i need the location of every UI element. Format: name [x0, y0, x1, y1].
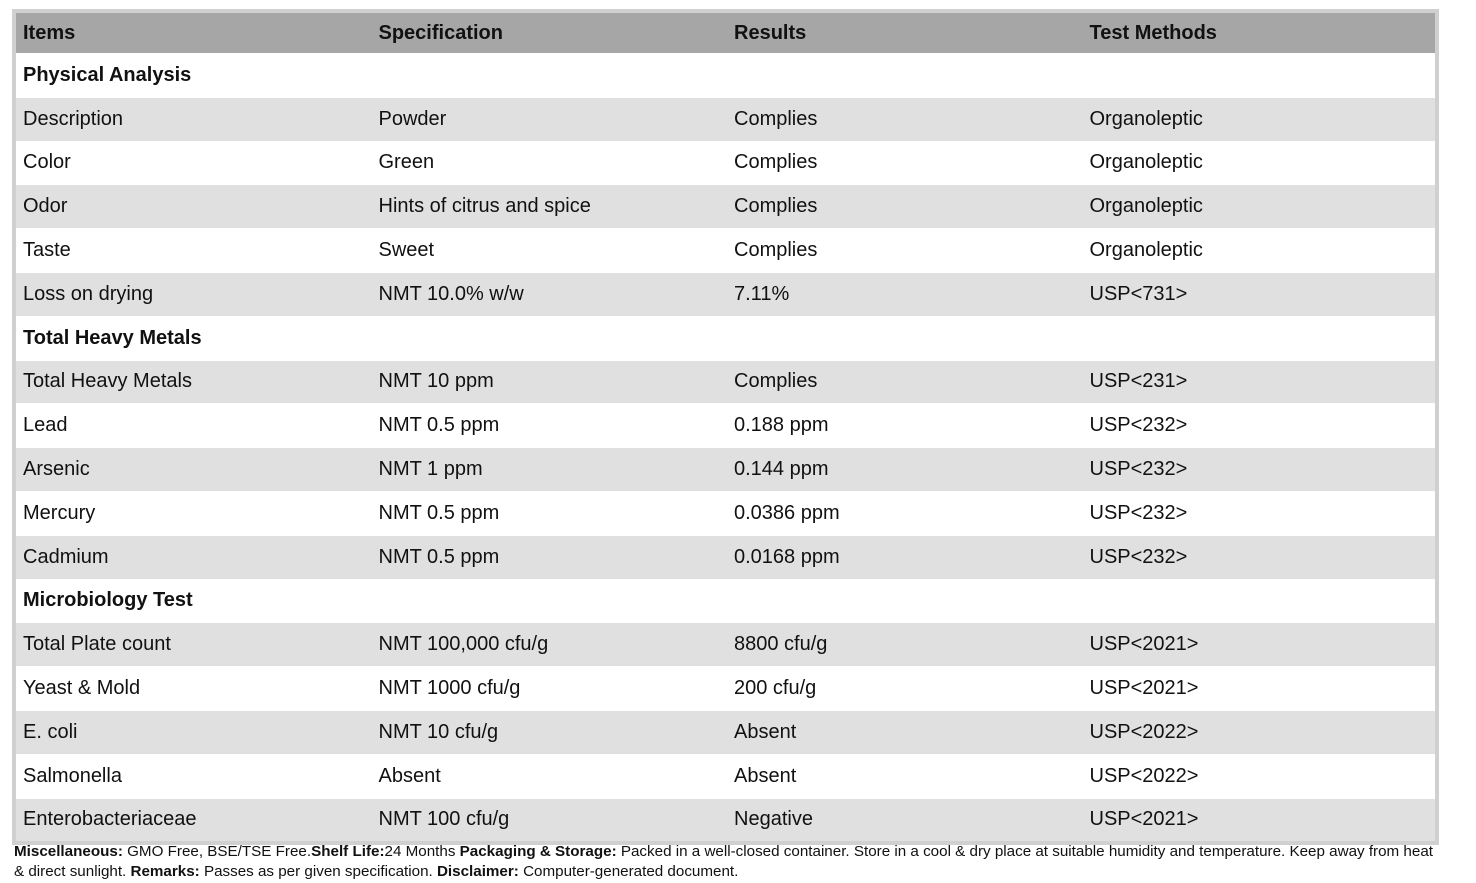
table-row — [16, 448, 1435, 492]
test-method-cell: USP<232> — [1089, 458, 1188, 481]
item-cell: Total Heavy Metals — [23, 370, 192, 393]
specification-cell: Sweet — [378, 239, 435, 262]
result-cell: Complies — [734, 195, 818, 218]
specification-cell: NMT 1 ppm — [378, 458, 483, 481]
header-specification: Specification — [378, 21, 503, 44]
item-cell: Yeast & Mold — [23, 677, 141, 700]
item-cell: Description — [23, 107, 124, 130]
shelf-life-text: 24 Months — [384, 843, 460, 860]
header-items: Items — [23, 21, 76, 44]
item-cell: Taste — [23, 239, 71, 262]
table-row — [16, 492, 1435, 536]
item-cell: Total Plate count — [23, 633, 171, 656]
specification-cell: NMT 0.5 ppm — [378, 545, 500, 568]
table-row — [16, 623, 1435, 667]
result-cell: Negative — [734, 808, 813, 831]
table-row — [16, 404, 1435, 448]
table-body — [16, 54, 1435, 841]
test-method-cell: Organoleptic — [1089, 151, 1203, 174]
test-method-cell: USP<2022> — [1089, 764, 1199, 787]
packaging-label: Packaging & Storage: — [459, 843, 617, 860]
test-method-cell: USP<232> — [1089, 501, 1188, 524]
specification-cell: NMT 100 cfu/g — [378, 808, 510, 831]
test-method-cell: Organoleptic — [1089, 239, 1203, 262]
test-method-cell: USP<2022> — [1089, 720, 1199, 743]
test-method-cell: USP<231> — [1089, 370, 1188, 393]
table-row — [16, 536, 1435, 580]
specification-cell: NMT 10 ppm — [378, 370, 494, 393]
remarks-label: Remarks: — [130, 863, 200, 880]
test-method-cell: USP<232> — [1089, 414, 1188, 437]
item-cell: Mercury — [23, 501, 96, 524]
disclaimer-text: Computer-generated document. — [518, 863, 739, 880]
table-row — [16, 273, 1435, 317]
disclaimer-label: Disclaimer: — [436, 863, 519, 880]
test-method-cell: USP<2021> — [1089, 808, 1199, 831]
test-method-cell: USP<2021> — [1089, 633, 1199, 656]
result-cell: Complies — [734, 151, 818, 174]
item-cell: Color — [23, 151, 71, 174]
table-row — [16, 361, 1435, 405]
specification-cell: NMT 0.5 ppm — [378, 414, 500, 437]
shelf-life-label: Shelf Life: — [311, 843, 385, 860]
result-cell: Complies — [734, 370, 818, 393]
item-cell: Salmonella — [23, 764, 122, 787]
specification-cell: NMT 100,000 cfu/g — [378, 633, 549, 656]
result-cell: 7.11% — [734, 282, 790, 305]
result-cell: 0.0386 ppm — [734, 501, 840, 524]
test-method-cell: Organoleptic — [1089, 195, 1203, 218]
specification-cell: NMT 0.5 ppm — [378, 501, 500, 524]
header-results: Results — [734, 21, 807, 44]
specification-table — [12, 9, 1439, 845]
misc-text: GMO Free, BSE/TSE Free. — [122, 843, 312, 860]
test-method-cell: USP<731> — [1089, 282, 1188, 305]
header-test-methods: Test Methods — [1089, 21, 1217, 44]
item-cell: Lead — [23, 414, 68, 437]
specification-cell: Green — [378, 151, 435, 174]
packaging-text: Packed in a well-closed container. Store in a cool & dry place at suitable humidity and temperature. Keep away from heat & direct sunlight. — [14, 843, 1433, 880]
result-cell: 8800 cfu/g — [734, 633, 828, 656]
specification-cell: Absent — [378, 764, 441, 787]
result-cell: 0.144 ppm — [734, 458, 829, 481]
table-row — [16, 711, 1435, 755]
misc-label: Miscellaneous: — [14, 843, 123, 860]
result-cell: Absent — [734, 720, 797, 743]
test-method-cell: Organoleptic — [1089, 107, 1203, 130]
result-cell: Complies — [734, 239, 818, 262]
table-row — [16, 667, 1435, 711]
table-row — [16, 98, 1435, 142]
result-cell: 0.188 ppm — [734, 414, 829, 437]
test-method-cell: USP<232> — [1089, 545, 1188, 568]
table-row — [16, 142, 1435, 186]
item-cell: Odor — [23, 195, 68, 218]
section-title: Microbiology Test — [23, 589, 193, 612]
section-header-row — [16, 580, 1435, 624]
test-method-cell: USP<2021> — [1089, 677, 1199, 700]
result-cell: Absent — [734, 764, 797, 787]
table-row — [16, 185, 1435, 229]
item-cell: Loss on drying — [23, 282, 154, 305]
result-cell: Complies — [734, 107, 818, 130]
footer-notes — [14, 842, 1434, 882]
result-cell: 0.0168 ppm — [734, 545, 840, 568]
specification-cell: NMT 1000 cfu/g — [378, 677, 521, 700]
result-cell: 200 cfu/g — [734, 677, 817, 700]
item-cell: E. coli — [23, 720, 78, 743]
table-row — [16, 755, 1435, 799]
section-header-row — [16, 317, 1435, 361]
item-cell: Cadmium — [23, 545, 109, 568]
table-row — [16, 799, 1435, 842]
specification-cell: Powder — [378, 107, 447, 130]
section-header-row — [16, 54, 1435, 98]
item-cell: Arsenic — [23, 458, 90, 481]
specification-cell: Hints of citrus and spice — [378, 195, 591, 218]
specification-cell: NMT 10.0% w/w — [378, 282, 524, 305]
item-cell: Enterobacteriaceae — [23, 808, 197, 831]
section-title: Total Heavy Metals — [23, 326, 202, 349]
table-row — [16, 229, 1435, 273]
section-title: Physical Analysis — [23, 63, 192, 86]
table-header-row — [16, 13, 1435, 54]
remarks-text: Passes as per given specification. — [199, 863, 437, 880]
specification-cell: NMT 10 cfu/g — [378, 720, 499, 743]
